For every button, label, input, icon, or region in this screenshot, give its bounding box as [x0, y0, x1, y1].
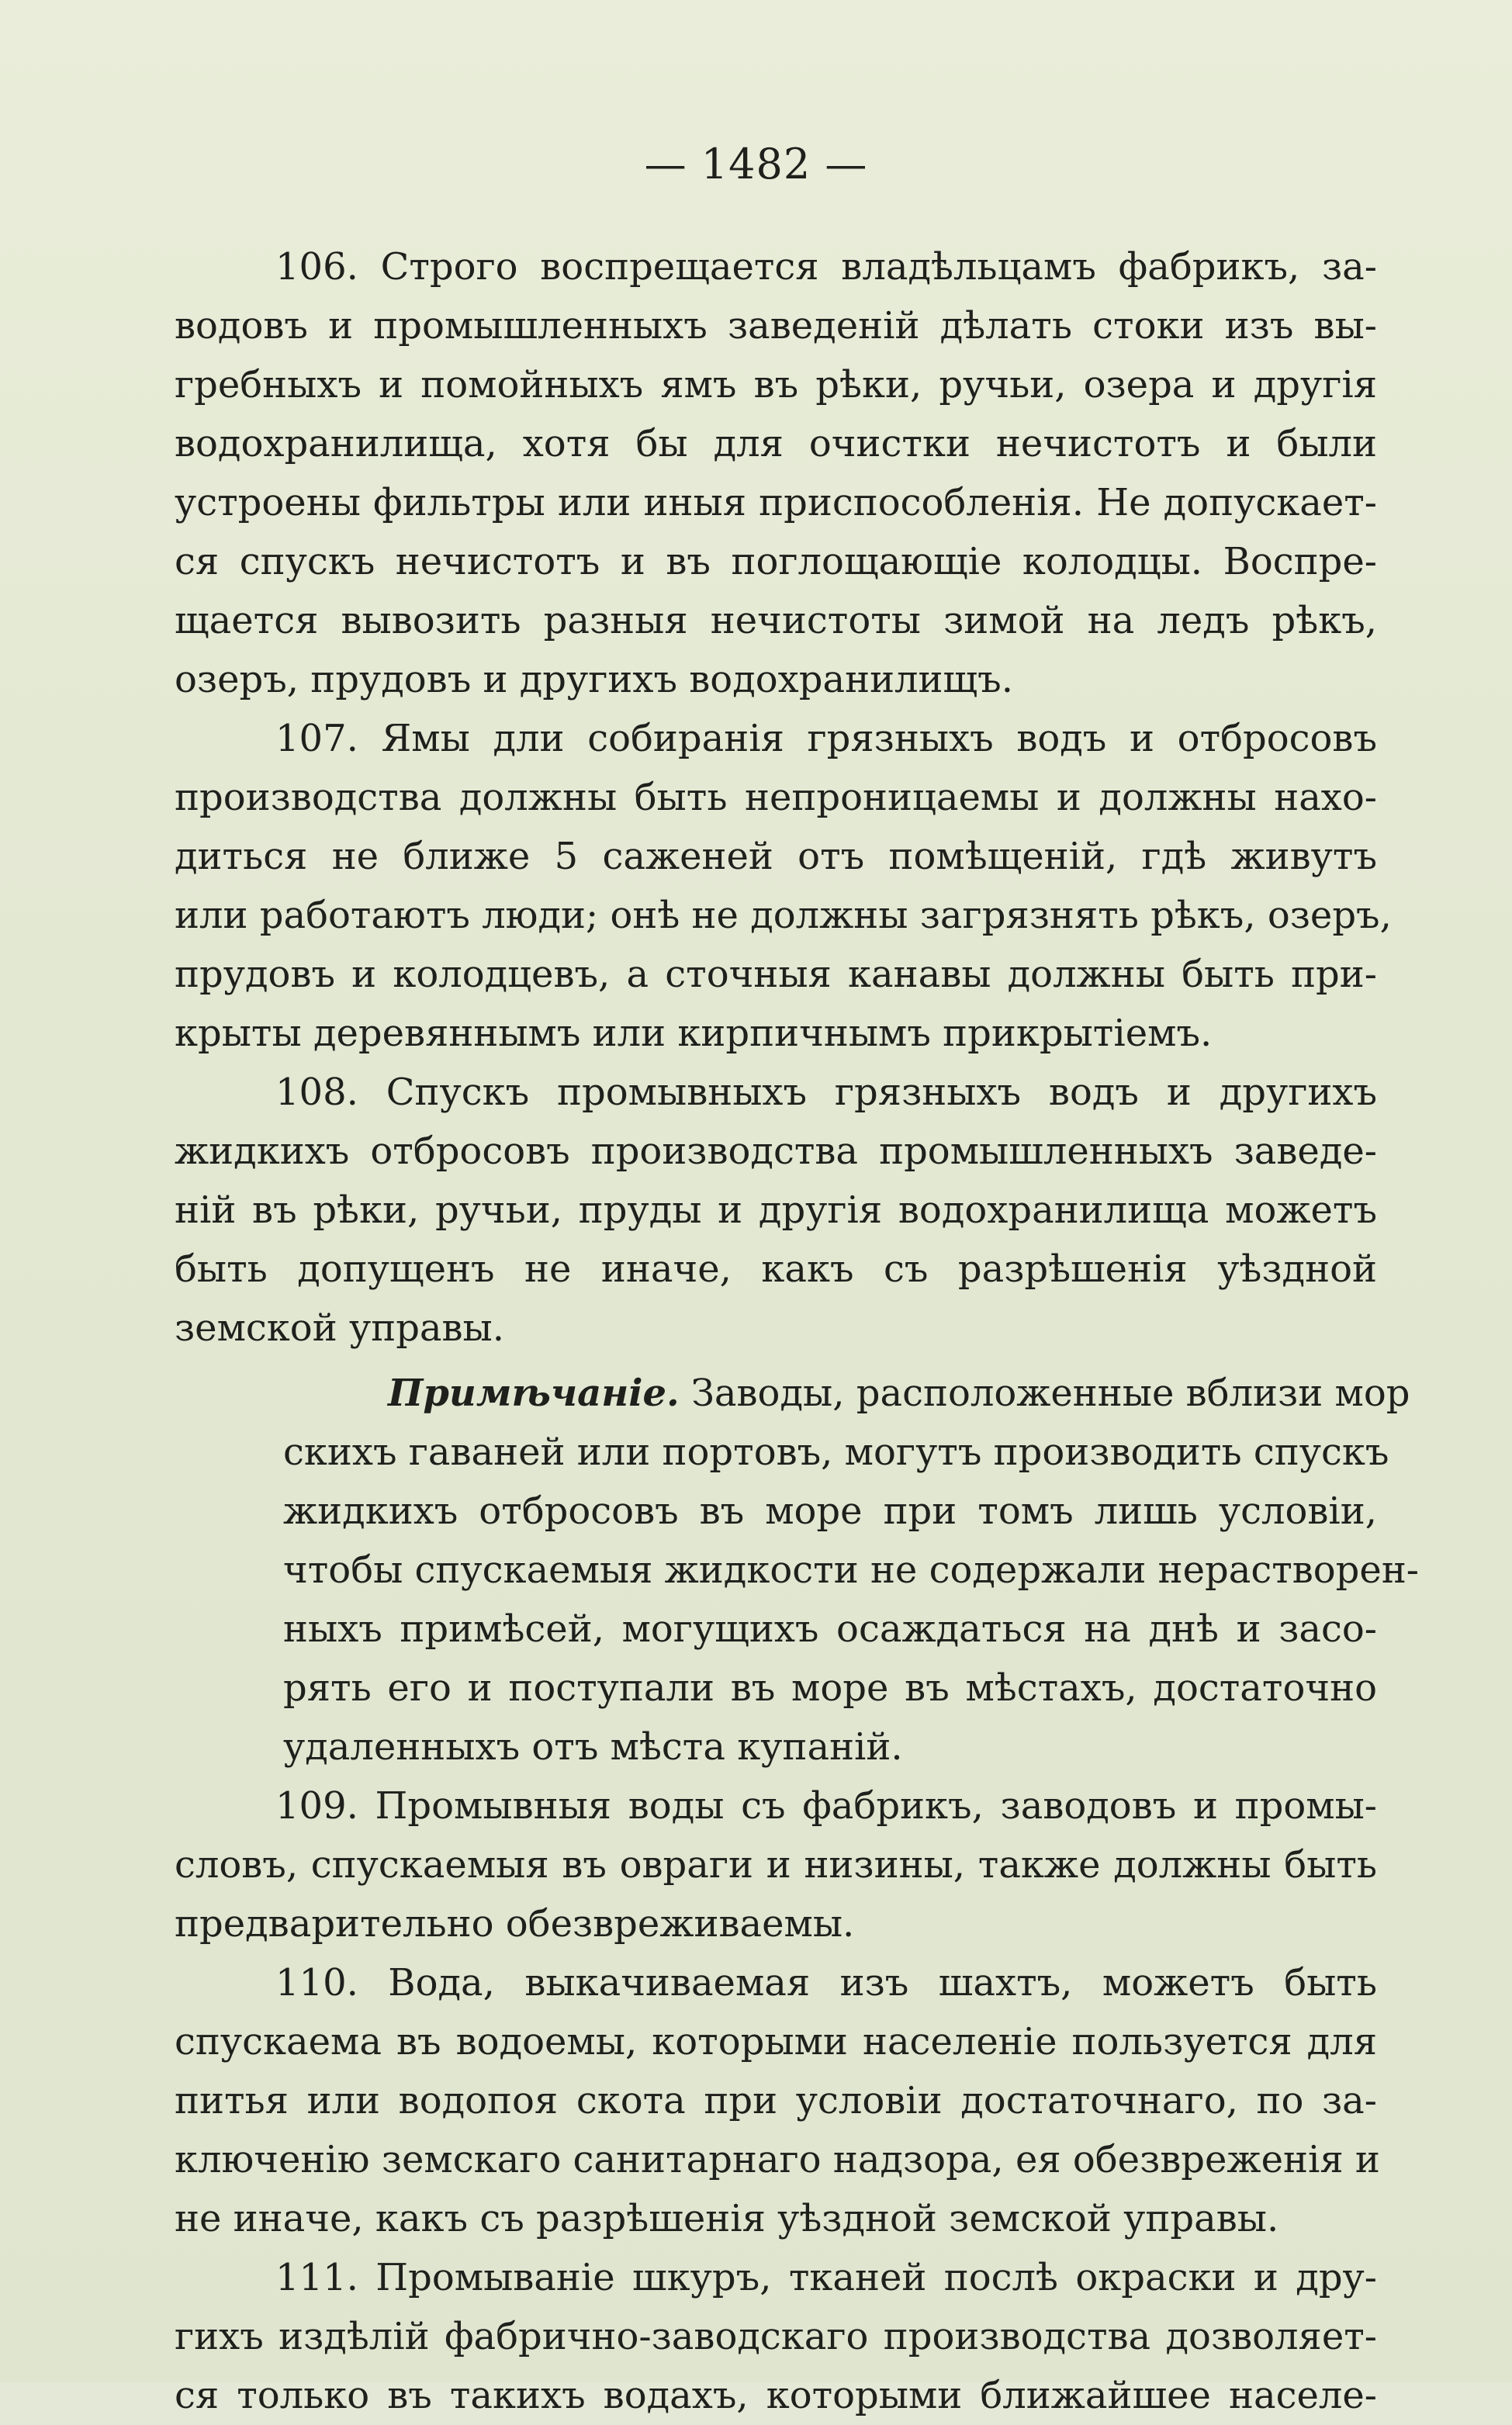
paragraph-line: гребныхъ и помойныхъ ямъ въ рѣки, ручьи, озера и другія	[175, 363, 1377, 406]
paragraph-line: производства должны быть непроницаемы и должны нахо-	[175, 776, 1377, 819]
paragraph-line: предварительно обезвреживаемы.	[175, 1902, 855, 1946]
note-line: рять его и поступали въ море въ мѣстахъ, достаточно	[283, 1666, 1377, 1710]
paragraph-line: или работаютъ люди; онѣ не должны загрязнять рѣкъ, озеръ,	[175, 894, 1392, 937]
paragraph-line: 109. Промывныя воды съ фабрикъ, заводовъ и промы-	[275, 1784, 1377, 1828]
paragraph-line: ся только въ такихъ водахъ, которыми ближайшее населе-	[175, 2374, 1377, 2417]
paragraph-line: спускаема въ водоемы, которыми населеніе пользуется для	[175, 2020, 1377, 2063]
note-line: удаленныхъ отъ мѣста купаній.	[283, 1725, 903, 1769]
paragraph-line: 106. Строго воспрещается владѣльцамъ фабрикъ, за-	[275, 245, 1377, 289]
paragraph-line: ній въ рѣки, ручьи, пруды и другія водохранилища можетъ	[175, 1188, 1377, 1232]
paragraph-line: озеръ, прудовъ и другихъ водохранилищъ.	[175, 658, 1013, 701]
article-108	[175, 1063, 1377, 1358]
paragraph-line: прудовъ и колодцевъ, а сточныя канавы должны быть при-	[175, 953, 1377, 996]
note-line: скихъ гаваней или портовъ, могутъ производить спускъ	[283, 1430, 1389, 1474]
article-111	[175, 2248, 1377, 2425]
article-110	[175, 1953, 1380, 2248]
note-line: жидкихъ отбросовъ въ море при томъ лишь условіи,	[283, 1489, 1377, 1533]
article-106	[175, 237, 1377, 709]
paragraph-line: ключенію земскаго санитарнаго надзора, ея обезвреженія и	[175, 2138, 1380, 2181]
paragraph-line: быть допущенъ не иначе, какъ съ разрѣшенія уѣздной	[175, 1247, 1377, 1291]
paragraph-line: гихъ издѣлій фабрично-заводскаго производства дозволяет-	[175, 2315, 1377, 2358]
note-block	[175, 1364, 1420, 1776]
paragraph-line: крыты деревяннымъ или кирпичнымъ прикрытіемъ.	[175, 1012, 1213, 1055]
paragraph-line: словъ, спускаемыя въ овраги и низины, также должны быть	[175, 1843, 1377, 1887]
page-number: — 1482 —	[644, 140, 868, 189]
paragraph-line: земской управы.	[175, 1306, 505, 1350]
note-line: ныхъ примѣсей, могущихъ осаждаться на днѣ и засо-	[283, 1607, 1377, 1651]
note-title: Примѣчаніе.	[388, 1372, 680, 1415]
paragraph-line: водовъ и промышленныхъ заведеній дѣлать стоки изъ вы-	[175, 304, 1377, 348]
paragraph-line: устроены фильтры или иныя приспособленія. Не допускает-	[175, 481, 1377, 524]
paragraph-line: водохранилища, хотя бы для очистки нечистотъ и были	[175, 422, 1377, 465]
note-line: чтобы спускаемыя жидкости не содержали нерастворен-	[283, 1548, 1420, 1592]
paragraph-line: питья или водопоя скота при условіи достаточнаго, по за-	[175, 2079, 1377, 2122]
article-107	[175, 709, 1392, 1063]
paragraph-line: ся спускъ нечистотъ и въ поглощающіе колодцы. Воспре-	[175, 540, 1377, 583]
paragraph-line: 107. Ямы дли собиранія грязныхъ водъ и отбросовъ	[275, 717, 1377, 760]
paragraph-line: щается вывозить разныя нечистоты зимой на ледъ рѣкъ,	[175, 599, 1377, 642]
page-body	[175, 237, 1420, 2425]
paragraph-line: не иначе, какъ съ разрѣшенія уѣздной земской управы.	[175, 2197, 1279, 2240]
article-109	[175, 1776, 1377, 1953]
paragraph-line: жидкихъ отбросовъ производства промышленныхъ заведе-	[175, 1129, 1377, 1173]
note-first-line	[175, 1364, 1410, 1423]
paragraph-line: диться не ближе 5 саженей отъ помѣщеній, гдѣ живутъ	[175, 835, 1377, 878]
note-first-text: Заводы, расположенные вблизи мор	[691, 1372, 1410, 1415]
paragraph-line: 111. Промываніе шкуръ, тканей послѣ окраски и дру-	[275, 2256, 1377, 2299]
paragraph-line: 108. Спускъ промывныхъ грязныхъ водъ и другихъ	[275, 1071, 1377, 1114]
paragraph-line: 110. Вода, выкачиваемая изъ шахтъ, можетъ быть	[275, 1961, 1377, 2005]
